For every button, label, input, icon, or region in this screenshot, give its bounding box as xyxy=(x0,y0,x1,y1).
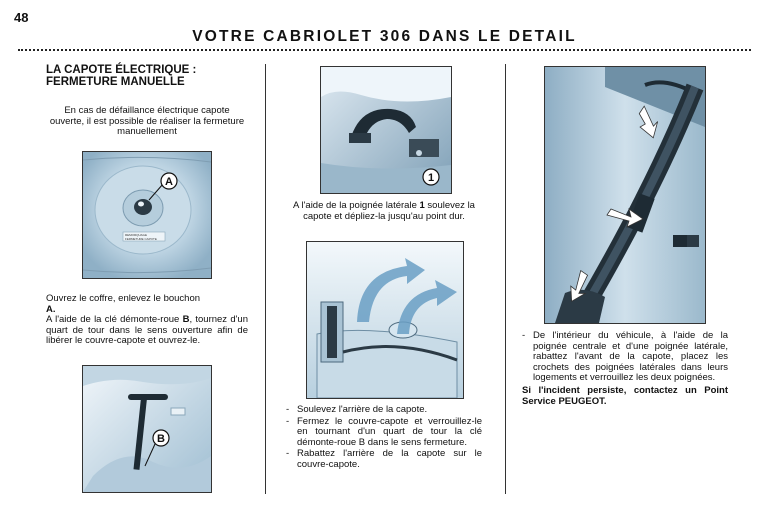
side-handle-illustration xyxy=(321,67,451,193)
step-lock-cover: - Fermez le couvre-capote et verrouillez-le en tournant d'un quart de tour la clé démonte-roue B dans le sens fermeture. xyxy=(286,417,482,449)
column-divider-left xyxy=(265,64,266,494)
right-instructions xyxy=(522,331,728,407)
section-heading-line1: LA CAPOTE ÉLECTRIQUE : xyxy=(46,64,197,76)
photo-trunk-plug xyxy=(82,151,212,279)
step-fold-front: - De l'intérieur du véhicule, à l'aide de la poignée centrale et d'une poignée latérale, rabattez l'avant de la capote, placez les crochets des poignées latérales dans leurs logements et verrouillez les deux poignées. xyxy=(522,331,728,384)
instruction-b-prefix: A l'aide de la clé démonte-roue xyxy=(46,314,183,326)
label-1: 1 xyxy=(427,172,435,184)
handle-caption xyxy=(286,201,482,222)
instruction-b-key: B xyxy=(182,314,190,326)
page-title: VOTRE CABRIOLET 306 DANS LE DETAIL xyxy=(192,28,577,45)
trunk-plug-illustration xyxy=(83,152,211,278)
roof-raising-illustration xyxy=(307,242,463,398)
page-number: 48 xyxy=(14,10,29,25)
handle-caption-number: 1 xyxy=(419,200,425,211)
photo-roof-raising xyxy=(306,241,464,399)
label-b: B xyxy=(157,433,165,445)
handle-caption-suffix: soulevez la capote et dépliez-la jusqu'au point dur. xyxy=(303,200,475,222)
label-a: A xyxy=(165,176,173,188)
photo-interior-handles xyxy=(544,66,706,324)
title-divider xyxy=(18,49,751,51)
step-fold-rear: - Rabattez l'arrière de la capote sur le couvre-capote. xyxy=(286,449,482,470)
handle-caption-prefix: A l'aide de la poignée latérale xyxy=(293,200,420,211)
sticker-line2: FERMETURE CAPOTE xyxy=(125,237,157,241)
instruction-b-suffix: , tournez d'un quart de tour dans le sens ouverture afin de libérer le couvre-capote et ouvrez-le. xyxy=(46,314,248,347)
instruction-b xyxy=(46,315,248,347)
photo-side-handle xyxy=(320,66,452,194)
service-note: Si l'incident persiste, contactez un Point Service PEUGEOT. xyxy=(522,384,728,407)
sticker-line1: REMORQUAGE xyxy=(125,233,148,237)
instruction-a-line2: A. xyxy=(46,303,56,315)
column-divider-right xyxy=(505,64,506,494)
instruction-a-line1: Ouvrez le coffre, enlevez le bouchon xyxy=(46,293,201,304)
intro-paragraph: En cas de défaillance électrique capote ouverte, il est possible de réaliser la fermeture manuellement xyxy=(49,105,245,138)
middle-steps xyxy=(286,405,482,472)
interior-handles-illustration xyxy=(545,67,705,323)
section-heading-line2: FERMETURE MANUELLE xyxy=(46,76,185,88)
section-heading xyxy=(46,64,196,88)
step-raise-rear: - Soulevez l'arrière de la capote. xyxy=(286,405,482,416)
wheel-wrench-illustration xyxy=(83,366,211,492)
instruction-a xyxy=(46,294,248,347)
photo-wheel-wrench xyxy=(82,365,212,493)
